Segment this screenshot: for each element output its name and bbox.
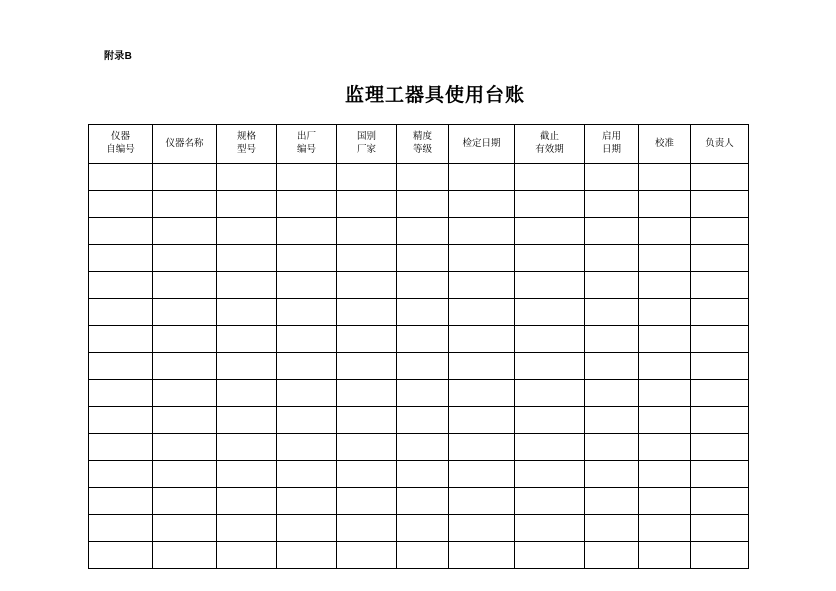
table-row xyxy=(89,542,749,569)
table-cell[interactable] xyxy=(515,191,585,218)
header-line: 启用 xyxy=(601,131,621,143)
header-line: 编号 xyxy=(296,144,316,155)
table-cell[interactable] xyxy=(337,245,397,272)
table-cell[interactable] xyxy=(449,353,515,380)
table-row xyxy=(89,461,749,488)
table-cell[interactable] xyxy=(639,380,691,407)
table-cell[interactable] xyxy=(585,299,639,326)
table-cell[interactable] xyxy=(217,434,277,461)
table-cell[interactable] xyxy=(153,164,217,191)
column-header-country-manufacturer xyxy=(337,125,397,164)
table-cell[interactable] xyxy=(89,218,153,245)
table-cell[interactable] xyxy=(449,245,515,272)
table-cell[interactable] xyxy=(449,218,515,245)
table-cell[interactable] xyxy=(397,191,449,218)
column-header-expiry-date xyxy=(515,125,585,164)
header-line: 厂家 xyxy=(356,144,376,155)
table-cell[interactable] xyxy=(515,488,585,515)
table-cell[interactable] xyxy=(217,326,277,353)
table-cell[interactable] xyxy=(397,299,449,326)
table-cell[interactable] xyxy=(89,542,153,569)
table-cell[interactable] xyxy=(89,191,153,218)
table-cell[interactable] xyxy=(397,515,449,542)
table-cell[interactable] xyxy=(217,191,277,218)
table-cell[interactable] xyxy=(691,299,749,326)
table-cell[interactable] xyxy=(153,245,217,272)
table-cell[interactable] xyxy=(585,326,639,353)
table-cell[interactable] xyxy=(89,407,153,434)
table-cell[interactable] xyxy=(585,461,639,488)
table-cell[interactable] xyxy=(153,380,217,407)
table-cell[interactable] xyxy=(153,461,217,488)
header-line: 日期 xyxy=(601,144,621,155)
table-cell[interactable] xyxy=(515,461,585,488)
table-cell[interactable] xyxy=(397,245,449,272)
column-header-specification-model xyxy=(217,125,277,164)
table-cell[interactable] xyxy=(337,326,397,353)
table-cell[interactable] xyxy=(585,407,639,434)
table-cell[interactable] xyxy=(639,245,691,272)
header-line: 出厂 xyxy=(296,131,316,143)
table-cell[interactable] xyxy=(515,542,585,569)
table-cell[interactable] xyxy=(639,164,691,191)
header-line: 检定日期 xyxy=(462,137,501,149)
table-cell[interactable] xyxy=(89,245,153,272)
table-cell[interactable] xyxy=(691,542,749,569)
table-cell[interactable] xyxy=(337,353,397,380)
header-line: 仪器 xyxy=(110,131,130,143)
table-cell[interactable] xyxy=(515,326,585,353)
table-cell[interactable] xyxy=(449,299,515,326)
table-row xyxy=(89,515,749,542)
table-cell[interactable] xyxy=(217,272,277,299)
table-cell[interactable] xyxy=(89,515,153,542)
table-row xyxy=(89,380,749,407)
table-cell[interactable] xyxy=(217,245,277,272)
table-cell[interactable] xyxy=(691,245,749,272)
table-cell[interactable] xyxy=(691,515,749,542)
table-cell[interactable] xyxy=(277,407,337,434)
table-cell[interactable] xyxy=(277,272,337,299)
table-cell[interactable] xyxy=(153,218,217,245)
table-body xyxy=(89,164,749,569)
table-cell[interactable] xyxy=(515,218,585,245)
table-cell[interactable] xyxy=(515,380,585,407)
column-header-responsible-person xyxy=(691,125,749,164)
table-cell[interactable] xyxy=(639,488,691,515)
table-cell[interactable] xyxy=(337,299,397,326)
table-cell[interactable] xyxy=(639,299,691,326)
table-cell[interactable] xyxy=(277,353,337,380)
table-cell[interactable] xyxy=(337,407,397,434)
table-cell[interactable] xyxy=(89,461,153,488)
table-cell[interactable] xyxy=(397,461,449,488)
table-cell[interactable] xyxy=(585,380,639,407)
table-cell[interactable] xyxy=(691,353,749,380)
table-cell[interactable] xyxy=(585,353,639,380)
header-line: 有效期 xyxy=(535,144,564,155)
table-cell[interactable] xyxy=(397,272,449,299)
table-cell[interactable] xyxy=(449,515,515,542)
table-cell[interactable] xyxy=(277,461,337,488)
table-row xyxy=(89,299,749,326)
table-cell[interactable] xyxy=(337,488,397,515)
table-row xyxy=(89,434,749,461)
table-cell[interactable] xyxy=(277,164,337,191)
header-line: 等级 xyxy=(412,144,432,155)
table-cell[interactable] xyxy=(397,407,449,434)
table-cell[interactable] xyxy=(449,407,515,434)
table-cell[interactable] xyxy=(585,245,639,272)
table-cell[interactable] xyxy=(217,515,277,542)
table-cell[interactable] xyxy=(691,164,749,191)
table-cell[interactable] xyxy=(217,542,277,569)
table-cell[interactable] xyxy=(337,380,397,407)
table-cell[interactable] xyxy=(639,191,691,218)
table-cell[interactable] xyxy=(337,191,397,218)
table-cell[interactable] xyxy=(89,434,153,461)
table-cell[interactable] xyxy=(153,542,217,569)
header-line: 自编号 xyxy=(106,144,135,155)
table-cell[interactable] xyxy=(89,272,153,299)
table-cell[interactable] xyxy=(153,434,217,461)
column-header-instrument-self-number xyxy=(89,125,153,164)
header-line: 国别 xyxy=(356,131,376,143)
table-cell[interactable] xyxy=(585,434,639,461)
table-cell[interactable] xyxy=(449,164,515,191)
table-cell[interactable] xyxy=(89,380,153,407)
table-cell[interactable] xyxy=(639,218,691,245)
table-cell[interactable] xyxy=(337,461,397,488)
table-cell[interactable] xyxy=(337,272,397,299)
table-cell[interactable] xyxy=(515,245,585,272)
table-cell[interactable] xyxy=(397,218,449,245)
table-cell[interactable] xyxy=(585,272,639,299)
table-cell[interactable] xyxy=(449,488,515,515)
table-cell[interactable] xyxy=(691,461,749,488)
table-cell[interactable] xyxy=(153,326,217,353)
table-cell[interactable] xyxy=(585,488,639,515)
table-cell[interactable] xyxy=(639,353,691,380)
table-cell[interactable] xyxy=(277,434,337,461)
table-cell[interactable] xyxy=(277,515,337,542)
table-cell[interactable] xyxy=(217,380,277,407)
header-line: 截止 xyxy=(539,131,559,143)
table-cell[interactable] xyxy=(691,380,749,407)
column-header-start-date xyxy=(585,125,639,164)
table-cell[interactable] xyxy=(277,218,337,245)
table-cell[interactable] xyxy=(585,542,639,569)
table-cell[interactable] xyxy=(153,488,217,515)
table-cell[interactable] xyxy=(449,326,515,353)
header-line: 规格 xyxy=(236,131,256,143)
table-row xyxy=(89,353,749,380)
table-cell[interactable] xyxy=(397,542,449,569)
table-row xyxy=(89,272,749,299)
table-row xyxy=(89,245,749,272)
table-cell[interactable] xyxy=(691,434,749,461)
table-cell[interactable] xyxy=(217,299,277,326)
table-cell[interactable] xyxy=(449,380,515,407)
table-cell[interactable] xyxy=(89,299,153,326)
table-row xyxy=(89,164,749,191)
table-cell[interactable] xyxy=(217,353,277,380)
column-header-instrument-name xyxy=(153,125,217,164)
header-line: 型号 xyxy=(236,144,256,155)
table-cell[interactable] xyxy=(691,272,749,299)
header-line: 精度 xyxy=(412,131,432,143)
header-line: 负责人 xyxy=(705,137,734,149)
ledger-table xyxy=(88,124,749,569)
table-cell[interactable] xyxy=(337,218,397,245)
table-cell[interactable] xyxy=(397,326,449,353)
table-cell[interactable] xyxy=(639,326,691,353)
table-cell[interactable] xyxy=(153,272,217,299)
table-cell[interactable] xyxy=(277,542,337,569)
ledger-table-wrapper xyxy=(88,124,748,569)
table-cell[interactable] xyxy=(585,191,639,218)
column-header-accuracy-grade xyxy=(397,125,449,164)
table-cell[interactable] xyxy=(277,380,337,407)
table-cell[interactable] xyxy=(153,407,217,434)
table-cell[interactable] xyxy=(515,299,585,326)
table-cell[interactable] xyxy=(277,299,337,326)
table-cell[interactable] xyxy=(639,542,691,569)
table-cell[interactable] xyxy=(449,272,515,299)
table-cell[interactable] xyxy=(449,434,515,461)
table-cell[interactable] xyxy=(449,191,515,218)
table-cell[interactable] xyxy=(691,326,749,353)
table-cell[interactable] xyxy=(639,272,691,299)
table-cell[interactable] xyxy=(153,299,217,326)
table-cell[interactable] xyxy=(585,218,639,245)
table-cell[interactable] xyxy=(515,407,585,434)
table-cell[interactable] xyxy=(639,434,691,461)
table-cell[interactable] xyxy=(449,461,515,488)
table-cell[interactable] xyxy=(639,515,691,542)
table-cell[interactable] xyxy=(515,164,585,191)
table-cell[interactable] xyxy=(277,245,337,272)
table-cell[interactable] xyxy=(89,164,153,191)
table-cell[interactable] xyxy=(515,434,585,461)
table-cell[interactable] xyxy=(397,164,449,191)
table-cell[interactable] xyxy=(217,461,277,488)
table-row xyxy=(89,407,749,434)
table-cell[interactable] xyxy=(397,380,449,407)
page-title: 监理工器具使用台账 xyxy=(344,85,525,106)
table-cell[interactable] xyxy=(217,164,277,191)
column-header-factory-number xyxy=(277,125,337,164)
table-cell[interactable] xyxy=(153,353,217,380)
table-cell[interactable] xyxy=(515,353,585,380)
table-cell[interactable] xyxy=(337,164,397,191)
table-cell[interactable] xyxy=(397,488,449,515)
header-line: 校准 xyxy=(654,137,674,149)
table-cell[interactable] xyxy=(89,488,153,515)
table-cell[interactable] xyxy=(337,434,397,461)
table-cell[interactable] xyxy=(449,542,515,569)
table-cell[interactable] xyxy=(89,353,153,380)
table-cell[interactable] xyxy=(515,272,585,299)
table-row xyxy=(89,218,749,245)
table-cell[interactable] xyxy=(639,407,691,434)
table-row xyxy=(89,326,749,353)
table-cell[interactable] xyxy=(153,515,217,542)
table-header-row xyxy=(89,125,749,164)
table-cell[interactable] xyxy=(691,407,749,434)
table-cell[interactable] xyxy=(515,515,585,542)
table-cell[interactable] xyxy=(337,515,397,542)
table-cell[interactable] xyxy=(397,434,449,461)
table-row xyxy=(89,488,749,515)
table-cell[interactable] xyxy=(217,488,277,515)
header-line: 仪器名称 xyxy=(165,137,204,149)
table-cell[interactable] xyxy=(691,218,749,245)
table-cell[interactable] xyxy=(153,191,217,218)
table-cell[interactable] xyxy=(277,191,337,218)
table-cell[interactable] xyxy=(277,326,337,353)
table-cell[interactable] xyxy=(691,191,749,218)
table-cell[interactable] xyxy=(337,542,397,569)
appendix-label: 附录B xyxy=(104,51,133,62)
table-row xyxy=(89,191,749,218)
table-cell[interactable] xyxy=(585,515,639,542)
table-cell[interactable] xyxy=(397,353,449,380)
table-cell[interactable] xyxy=(277,488,337,515)
table-cell[interactable] xyxy=(89,326,153,353)
table-header xyxy=(89,125,749,164)
table-cell[interactable] xyxy=(217,218,277,245)
column-header-calibration xyxy=(639,125,691,164)
table-cell[interactable] xyxy=(691,488,749,515)
table-cell[interactable] xyxy=(217,407,277,434)
table-cell[interactable] xyxy=(585,164,639,191)
column-header-verification-date xyxy=(449,125,515,164)
table-cell[interactable] xyxy=(639,461,691,488)
